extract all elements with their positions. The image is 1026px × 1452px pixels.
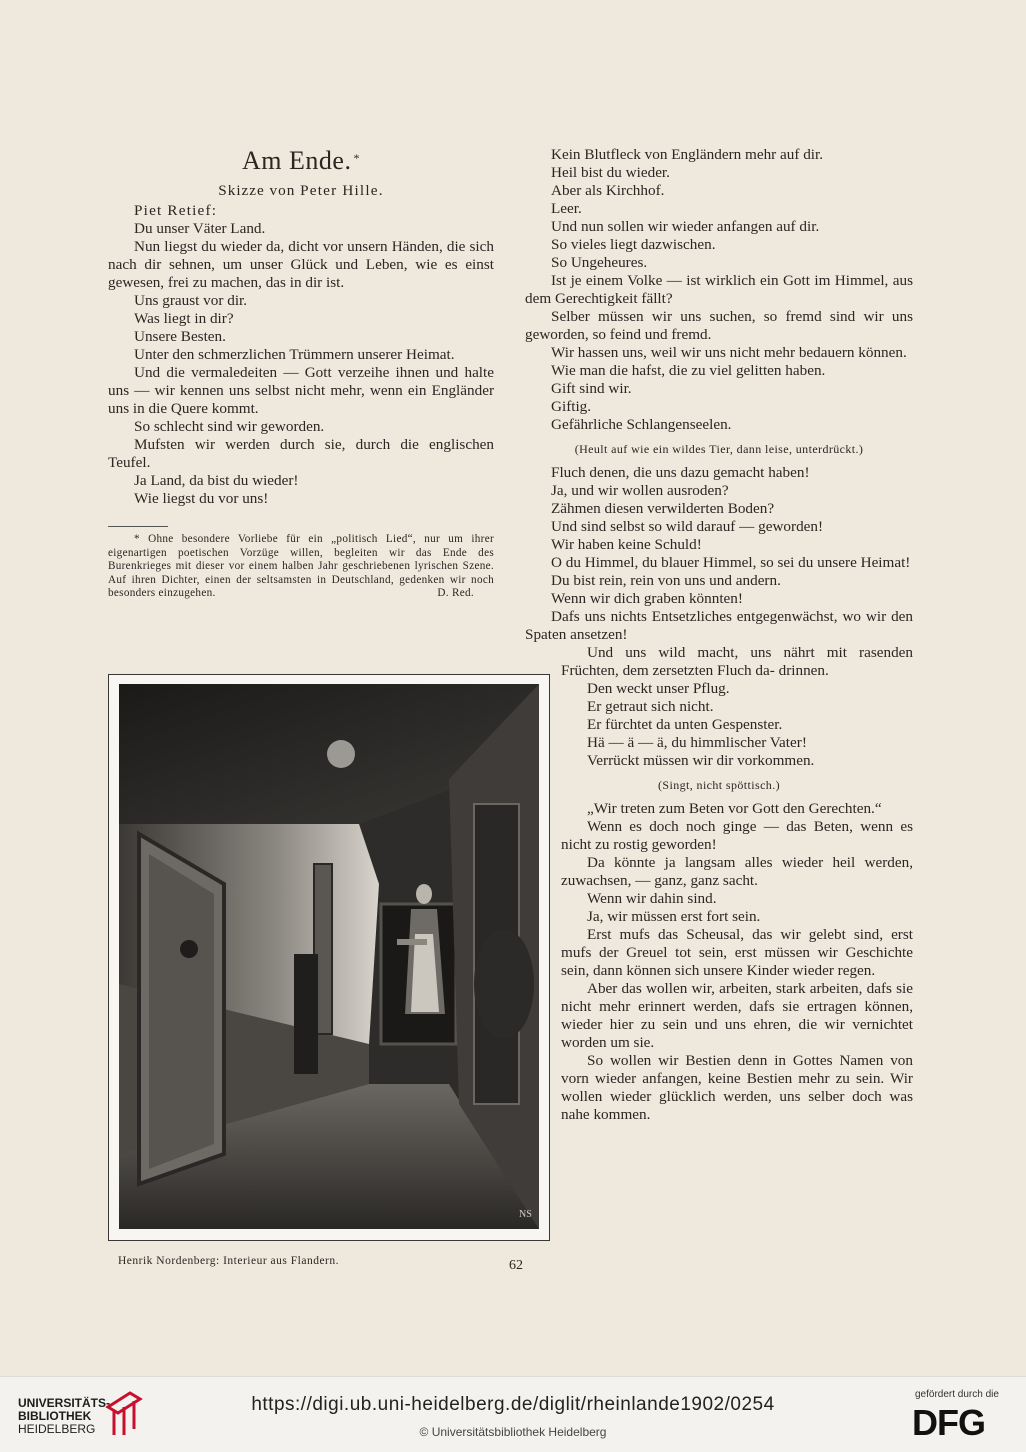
left-column xyxy=(108,146,494,601)
text-paragraph: Fluch denen, die uns dazu gemacht haben! xyxy=(551,464,810,481)
text-paragraph: Ja, und wir wollen ausroden? xyxy=(551,482,729,499)
text-paragraph: Was liegt in dir? xyxy=(134,310,234,327)
interior-painting xyxy=(119,684,539,1229)
footnote-text: * Ohne besondere Vorliebe für ein „politisch Lied“, nur um ihrer eigenartigen poetischen Vorzüge willen, begleiten wir das Ende des Burenkrieges mit dieser vor einem halben Jahr geschriebenen lyrischen Szene. Auf ihren Dichter, einen der seltsamsten in Deutschland, gedenken wir noch besonders einzugehen. xyxy=(108,533,494,599)
viewer-footer xyxy=(0,1376,1026,1452)
title-text: Am Ende. xyxy=(242,146,352,175)
text-paragraph: „Wir treten zum Beten vor Gott den Gerechten.“ xyxy=(587,800,882,817)
text-paragraph: Und uns wild macht, uns nährt mit rasenden Früchten, dem zersetzten Fluch da- drinnen. xyxy=(561,644,913,679)
text-paragraph: Erst mufs das Scheusal, das wir gelebt sind, erst mufs der Greuel tot sein, erst müssen wir Geschichte sein, dann können sich unsere Kinder wieder regen. xyxy=(561,926,913,979)
text-paragraph: Selber müssen wir uns suchen, so fremd sind wir uns geworden, so feind und fremd. xyxy=(525,308,913,343)
library-line-2: BIBLIOTHEK xyxy=(18,1409,92,1423)
library-line-3: HEIDELBERG xyxy=(18,1422,96,1436)
text-paragraph: Gefährliche Schlangenseelen. xyxy=(551,416,732,433)
text-paragraph: Nun liegst du wieder da, dicht vor unsern Händen, die sich nach dir sehnen, um unser Glück und Leben, wie es einst gewesen, frei zu machen, das in dir ist. xyxy=(108,238,494,291)
painter-monogram: NS xyxy=(519,1209,532,1220)
text-paragraph: Hä — ä — ä, du himmlischer Vater! xyxy=(587,734,807,751)
text-paragraph: Du unser Väter Land. xyxy=(134,220,266,237)
text-paragraph: Wir hassen uns, weil wir uns nicht mehr bedauern können. xyxy=(551,344,907,361)
text-paragraph: Er fürchtet da unten Gespenster. xyxy=(587,716,783,733)
text-paragraph: Leer. xyxy=(551,200,582,217)
text-paragraph: Den weckt unser Pflug. xyxy=(587,680,730,697)
text-paragraph: Gift sind wir. xyxy=(551,380,632,397)
text-paragraph: Und nun sollen wir wieder anfangen auf dir. xyxy=(551,218,820,235)
text-paragraph: Unter den schmerzlichen Trümmern unserer Heimat. xyxy=(134,346,455,363)
text-paragraph: Du bist rein, rein von uns und andern. xyxy=(551,572,781,589)
text-paragraph: Unsere Besten. xyxy=(134,328,226,345)
text-paragraph: O du Himmel, du blauer Himmel, so sei du unsere Heimat! xyxy=(551,554,911,571)
text-paragraph: So Ungeheures. xyxy=(551,254,648,271)
text-paragraph: So wollen wir Bestien denn in Gottes Namen von vorn wieder anfangen, keine Bestien mehr zu sein. Wir wollen wieder glücklich werden, uns selber doch was nahe kommen. xyxy=(561,1052,913,1123)
text-paragraph: Ist je einem Volke — ist wirklich ein Gott im Himmel, aus dem Gerechtigkeit fällt? xyxy=(525,272,913,307)
text-paragraph: Verrückt müssen wir dir vorkommen. xyxy=(587,752,815,769)
text-paragraph: Uns graust vor dir. xyxy=(134,292,248,309)
text-paragraph: So vieles liegt dazwischen. xyxy=(551,236,716,253)
text-paragraph: Dafs uns nichts Entsetzliches entgegenwächst, wo wir den Spaten ansetzen! xyxy=(525,608,913,643)
text-paragraph: Aber das wollen wir, arbeiten, stark arbeiten, dafs sie nicht mehr erinnert werden, dafs sie ertragen können, wieder hier zu sein und uns ehren, die wir vernichtet worden um sie. xyxy=(561,980,913,1051)
text-paragraph: Heil bist du wieder. xyxy=(551,164,670,181)
title-footnote-mark: * xyxy=(353,151,360,165)
footnote xyxy=(108,533,494,601)
text-paragraph: Wie man die hafst, die zu viel gelitten haben. xyxy=(551,362,826,379)
text-paragraph: Wie liegst du vor uns! xyxy=(134,490,269,507)
image-caption: Henrik Nordenberg: Interieur aus Flandern. xyxy=(118,1255,340,1267)
permalink-url[interactable]: https://digi.ub.uni-heidelberg.de/diglit/rheinlande1902/0254 xyxy=(251,1394,775,1415)
library-line-1: UNIVERSITÄTS- xyxy=(18,1396,111,1410)
footnote-rule xyxy=(108,526,168,527)
article-title xyxy=(108,146,494,176)
copyright-notice: © Universitätsbibliothek Heidelberg xyxy=(419,1425,607,1439)
left-paragraphs xyxy=(108,220,494,508)
stage-direction: (Heult auf wie ein wildes Tier, dann leise, unterdrückt.) xyxy=(574,442,864,456)
right-column xyxy=(525,146,913,1124)
text-paragraph: Er getraut sich nicht. xyxy=(587,698,714,715)
text-paragraph: Aber als Kirchhof. xyxy=(551,182,665,199)
right-paragraphs xyxy=(525,146,913,1124)
text-paragraph: Da könnte ja langsam alles wieder heil werden, zuwachsen, — ganz, ganz sacht. xyxy=(561,854,913,889)
subtitle-prefix: Skizze von xyxy=(218,182,296,199)
text-paragraph: Ja, wir müssen erst fort sein. xyxy=(587,908,761,925)
footnote-signature: D. Red. xyxy=(437,587,474,599)
text-paragraph: So schlecht sind wir geworden. xyxy=(134,418,325,435)
painting-reproduction xyxy=(108,674,550,1241)
funded-by-label: gefördert durch die xyxy=(915,1389,999,1400)
text-paragraph: Wenn wir dahin sind. xyxy=(587,890,717,907)
text-paragraph: Wenn wir dich graben könnten! xyxy=(551,590,743,607)
text-paragraph: Zähmen diesen verwilderten Boden? xyxy=(551,500,775,517)
text-paragraph: Und sind selbst so wild darauf — geworden! xyxy=(551,518,824,535)
speaker-name: Piet Retief: xyxy=(134,202,218,219)
text-paragraph: Wir haben keine Schuld! xyxy=(551,536,702,553)
text-paragraph: Giftig. xyxy=(551,398,592,415)
subtitle-author: Peter Hille. xyxy=(300,182,384,199)
dfg-logo[interactable]: DFG xyxy=(912,1402,985,1443)
text-paragraph: Wenn es doch noch ginge — das Beten, wenn es nicht zu rostig geworden! xyxy=(561,818,913,853)
text-paragraph: Ja Land, da bist du wieder! xyxy=(134,472,299,489)
article-subtitle xyxy=(108,182,494,200)
text-paragraph: Und die vermaledeiten — Gott verzeihe ihnen und halte uns — wir kennen uns selbst nicht mehr, wenn ein Engländer uns in die Quere kommt. xyxy=(108,364,494,417)
text-paragraph: Mufsten wir werden durch sie, durch die englischen Teufel. xyxy=(108,436,494,471)
text-paragraph: Kein Blutfleck von Engländern mehr auf dir. xyxy=(551,146,824,163)
page-number: 62 xyxy=(509,1258,523,1273)
stage-direction: (Singt, nicht spöttisch.) xyxy=(658,778,780,792)
